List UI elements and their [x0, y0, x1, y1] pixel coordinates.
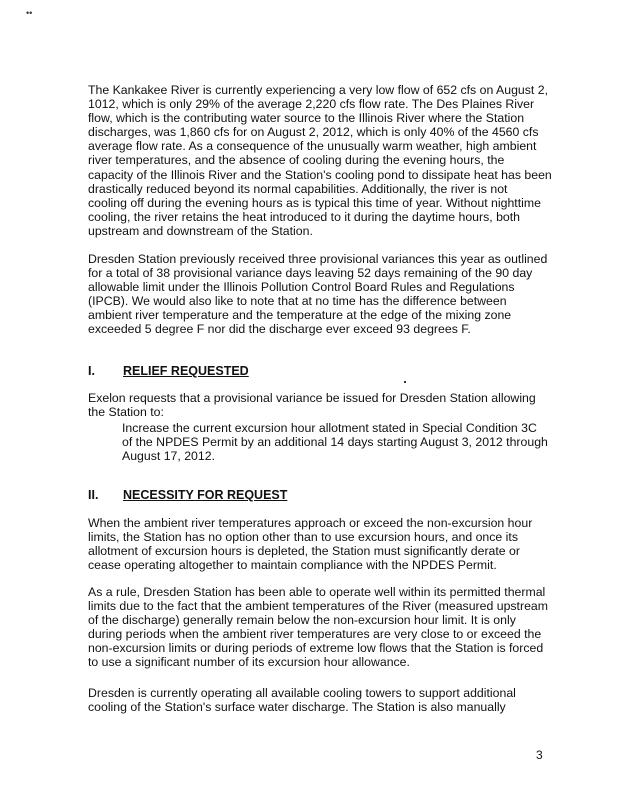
text-line: limits due to the fact that the ambient temperatures of the River (measured upstream: [88, 599, 548, 614]
text-line: (IPCB). We would also like to note that at no time has the difference between: [88, 294, 507, 309]
paragraph-cooling-towers: [88, 686, 516, 714]
paragraph-requested-increase: [122, 421, 548, 463]
text-line: discharges, was 1,860 cfs for on August 2, 2012, which is only 40% of the 4560 cfs: [88, 125, 539, 140]
text-line: to use a significant number of its excursion hour allowance.: [88, 655, 410, 670]
page-number: 3: [536, 748, 543, 762]
text-line: Exelon requests that a provisional variance be issued for Dresden Station allowing: [88, 391, 536, 405]
text-line: cease operating altogether to maintain compliance with the NPDES Permit.: [88, 558, 497, 573]
text-line: Increase the current excursion hour allotment stated in Special Condition 3C: [122, 421, 537, 435]
text-line: upstream and downstream of the Station.: [88, 223, 313, 238]
text-line: river temperatures, and the absence of cooling during the evening hours, the: [88, 153, 505, 168]
heading-number: I.: [88, 364, 95, 378]
scan-mark: ••: [26, 8, 33, 18]
paragraph-previous-variances: [88, 252, 547, 337]
paragraph-as-a-rule: [88, 585, 548, 670]
text-line: limits, the Station has no option other than to use excursion hours, and once its: [88, 530, 518, 545]
text-line: When the ambient river temperatures approach or exceed the non-excursion hour: [88, 516, 533, 530]
text-line: ambient river temperature and the temperature at the edge of the mixing zone: [88, 308, 512, 323]
text-line: flow, which is the contributing water source to the Illinois River where the Station: [88, 111, 525, 126]
text-line: The Kankakee River is currently experiencing a very low flow of 652 cfs on August 2,: [88, 83, 548, 97]
text-line: drastically reduced beyond its normal capabilities. Additionally, the river is not: [88, 181, 508, 196]
text-line: Dresden Station previously received three provisional variances this year as outlined: [88, 252, 548, 266]
text-line: cooling, the river retains the heat introduced to it during the daytime hours, both: [88, 209, 521, 224]
text-line: average flow rate. As a consequence of the unusually warm weather, high ambient: [88, 139, 537, 154]
text-line: non-excursion limits or during periods of extreme low flows that the Station is forced: [88, 641, 544, 656]
text-line: capacity of the Illinois River and the Station's cooling pond to dissipate heat has been: [88, 167, 552, 182]
text-line: of the discharge) generally remain below the non-excursion hour limit. It is only: [88, 613, 516, 628]
text-line: August 17, 2012.: [122, 449, 215, 464]
text-line: exceeded 5 degree F nor did the discharge ever exceed 93 degrees F.: [88, 322, 471, 337]
paragraph-excursion-hours: [88, 516, 532, 572]
text-line: cooling off during the evening hours as is typical this time of year. Without nighttime: [88, 195, 541, 210]
text-line: allowable limit under the Illinois Pollution Control Board Rules and Regulations: [88, 280, 515, 295]
heading-title: RELIEF REQUESTED: [123, 364, 249, 378]
text-line: the Station to:: [88, 405, 164, 420]
paragraph-river-flow: [88, 83, 552, 238]
text-line: As a rule, Dresden Station has been able to operate well within its permitted thermal: [88, 585, 546, 599]
text-line: during periods when the ambient river temperatures are very close to or exceed the: [88, 627, 542, 642]
text-line: of the NPDES Permit by an additional 14 days starting August 3, 2012 through: [122, 435, 548, 450]
heading-relief-requested: [88, 364, 249, 378]
paragraph-exelon-request: [88, 391, 536, 419]
text-line: cooling of the Station's surface water discharge. The Station is also manually: [88, 700, 506, 715]
scan-speck: [404, 381, 406, 383]
text-line: 1012, which is only 29% of the average 2,220 cfs flow rate. The Des Plaines River: [88, 97, 535, 112]
text-line: allotment of excursion hours is depleted, the Station must significantly derate or: [88, 544, 520, 559]
text-line: for a total of 38 provisional variance days leaving 52 days remaining of the 90 day: [88, 266, 533, 281]
heading-necessity: [88, 488, 287, 502]
heading-number: II.: [88, 488, 99, 502]
heading-title: NECESSITY FOR REQUEST: [123, 488, 288, 502]
text-line: Dresden is currently operating all available cooling towers to support additional: [88, 686, 516, 700]
